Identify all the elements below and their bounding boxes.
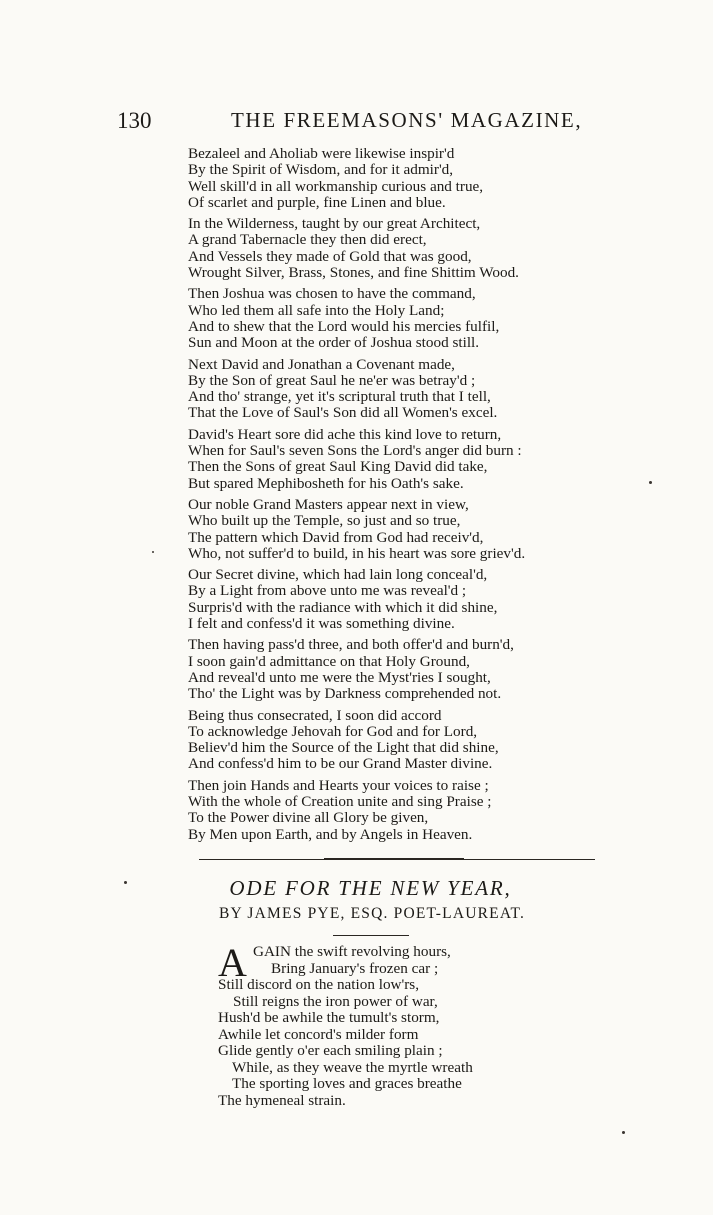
verse-line: Bring January's frozen car ; xyxy=(271,959,439,977)
verse-line: Who led them all safe into the Holy Land; xyxy=(188,301,445,319)
ode-byline: BY JAMES PYE, ESQ. POET-LAUREAT. xyxy=(219,905,526,922)
verse-line: Our Secret divine, which had lain long conceal'd, xyxy=(188,566,488,584)
verse-line: Our noble Grand Masters appear next in view, xyxy=(188,495,469,513)
ode-title: ODE FOR THE NEW YEAR, xyxy=(229,876,512,900)
masonic-poem xyxy=(188,146,608,848)
verse-line: The pattern which David from God had receiv'd, xyxy=(188,528,484,546)
ink-speck xyxy=(152,551,154,553)
verse-line: With the whole of Creation unite and sing Praise ; xyxy=(188,792,492,810)
page-number: 130 xyxy=(117,108,152,133)
ink-speck xyxy=(649,481,652,484)
verse-line: I soon gain'd admittance on that Holy Ground, xyxy=(188,652,470,670)
stanza xyxy=(188,567,608,632)
stanza xyxy=(188,286,608,351)
stanza xyxy=(188,357,608,422)
verse-line: Awhile let concord's milder form xyxy=(218,1025,419,1043)
verse-line: Sun and Moon at the order of Joshua stood still. xyxy=(188,334,480,352)
verse-line: And confess'd him to be our Grand Master divine. xyxy=(188,755,493,773)
stanza xyxy=(188,216,608,281)
ink-speck xyxy=(124,881,127,884)
verse-line: And to shew that the Lord would his mercies fulfil, xyxy=(188,317,500,335)
verse-line: Glide gently o'er each smiling plain ; xyxy=(218,1042,443,1059)
verse-line: Who, not suffer'd to build, in his heart was sore griev'd. xyxy=(188,544,526,562)
verse-line: Being thus consecrated, I soon did accord xyxy=(188,706,442,724)
drop-cap: A xyxy=(218,940,247,985)
verse-line: And tho' strange, yet it's scriptural truth that I tell, xyxy=(188,388,491,406)
verse-line: Still reigns the iron power of war, xyxy=(233,992,438,1010)
verse-line: By the Son of great Saul he ne'er was betray'd ; xyxy=(188,371,476,389)
stanza xyxy=(188,427,608,492)
verse-line: To the Power divine all Glory be given, xyxy=(188,809,429,827)
verse-line: By a Light from above unto me was reveal'd ; xyxy=(188,582,467,600)
stanza xyxy=(188,497,608,562)
verse-line: Tho' the Light was by Darkness comprehended not. xyxy=(188,685,502,703)
ink-speck xyxy=(622,1131,625,1134)
verse-line: When for Saul's seven Sons the Lord's anger did burn : xyxy=(188,442,522,460)
verse-line: Hush'd be awhile the tumult's storm, xyxy=(218,1009,440,1026)
section-divider xyxy=(199,859,595,860)
verse-line: And Vessels they made of Gold that was good, xyxy=(188,247,472,265)
verse-line: Then Joshua was chosen to have the command, xyxy=(188,285,476,303)
verse-line: While, as they weave the myrtle wreath xyxy=(232,1058,473,1076)
verse-line: That the Love of Saul's Son did all Women's excel. xyxy=(188,404,498,422)
verse-line: GAIN the swift revolving hours, xyxy=(253,943,451,960)
verse-line: By the Spirit of Wisdom, and for it admir'd, xyxy=(188,161,454,179)
verse-line: And reveal'd unto me were the Myst'ries I sought, xyxy=(188,668,491,686)
verse-line: The sporting loves and graces breathe xyxy=(232,1075,462,1092)
verse-line: But spared Mephibosheth for his Oath's sake. xyxy=(188,474,464,492)
stanza xyxy=(188,146,608,211)
verse-line: Then the Sons of great Saul King David did take, xyxy=(188,458,488,476)
verse-line: Of scarlet and purple, fine Linen and blue. xyxy=(188,193,446,211)
verse-line: By Men upon Earth, and by Angels in Heaven. xyxy=(188,825,473,843)
verse-line: Well skill'd in all workmanship curious and true, xyxy=(188,177,484,195)
verse-line: A grand Tabernacle they then did erect, xyxy=(188,231,427,249)
stanza xyxy=(188,708,608,773)
verse-line: Wrought Silver, Brass, Stones, and fine Shittim Wood. xyxy=(188,264,519,282)
stanza xyxy=(188,637,608,702)
running-head: THE FREEMASONS' MAGAZINE, xyxy=(231,108,583,132)
verse-line: Surpris'd with the radiance with which it did shine, xyxy=(188,598,498,616)
verse-line: Who built up the Temple, so just and so true, xyxy=(188,512,461,530)
ode-verse xyxy=(218,940,598,1109)
divider-ornament xyxy=(324,858,464,860)
verse-line: I felt and confess'd it was something divine. xyxy=(188,615,455,633)
stanza xyxy=(188,778,608,843)
verse-line: David's Heart sore did ache this kind love to return, xyxy=(188,425,502,443)
verse-line: Bezaleel and Aholiab were likewise inspir'd xyxy=(188,145,455,162)
short-rule xyxy=(333,935,409,936)
verse-line: Still discord on the nation low'rs, xyxy=(218,976,420,993)
verse-line: Then join Hands and Hearts your voices to raise ; xyxy=(188,776,489,794)
verse-line: The hymeneal strain. xyxy=(218,1091,346,1109)
verse-line: To acknowledge Jehovah for God and for Lord, xyxy=(188,722,478,740)
verse-line: Believ'd him the Source of the Light that did shine, xyxy=(188,739,499,757)
verse-line: Next David and Jonathan a Covenant made, xyxy=(188,355,455,373)
verse-line: In the Wilderness, taught by our great Architect, xyxy=(188,215,481,233)
verse-line: Then having pass'd three, and both offer'd and burn'd, xyxy=(188,636,514,654)
